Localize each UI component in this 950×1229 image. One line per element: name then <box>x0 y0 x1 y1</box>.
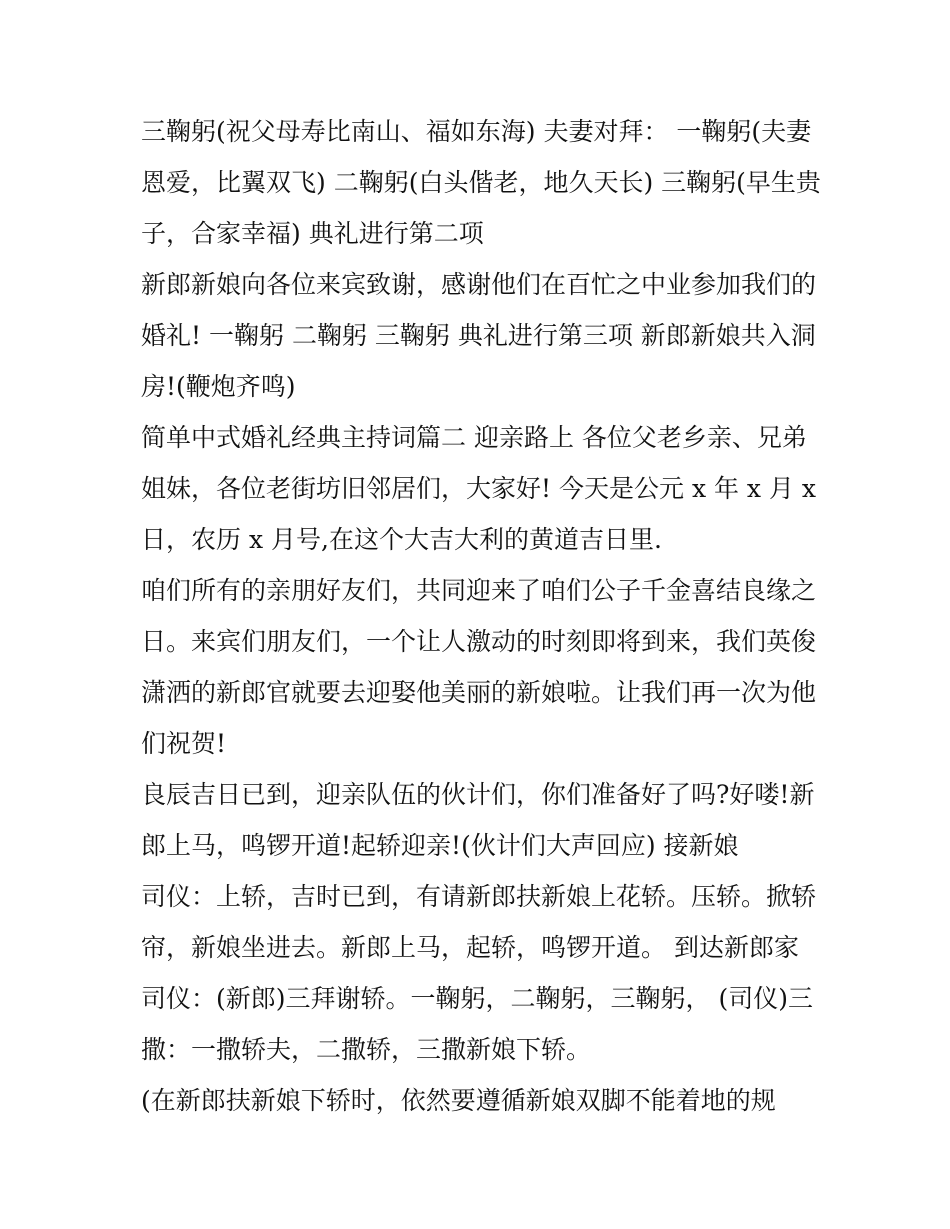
text-line: 咱们所有的亲朋好友们，共同迎来了咱们公子千金喜结良缘之 <box>141 576 817 605</box>
text-line: 新郎新娘向各位来宾致谢，感谢他们在百忙之中业参加我们的 <box>141 270 817 299</box>
text-line: (在新郎扶新娘下轿时，依然要遵循新娘双脚不能着地的规 <box>141 1086 776 1115</box>
text-line: 日，农历 x 月号,在这个大吉大利的黄道吉日里. <box>141 525 662 554</box>
text-line: 简单中式婚礼经典主持词篇二 迎亲路上 各位父老乡亲、兄弟 <box>141 423 807 452</box>
text-line: 三鞠躬(祝父母寿比南山、福如东海) 夫妻对拜： 一鞠躬(夫妻 <box>141 117 812 146</box>
text-line: 姐妹，各位老街坊旧邻居们，大家好! 今天是公元 x 年 x 月 x <box>141 474 817 503</box>
text-line: 潇洒的新郎官就要去迎娶他美丽的新娘啦。让我们再一次为他 <box>141 678 817 707</box>
text-line: 日。来宾们朋友们，一个让人激动的时刻即将到来，我们英俊 <box>141 627 817 656</box>
text-line: 帘，新娘坐进去。新郎上马，起轿，鸣锣开道。 到达新郎家 <box>141 933 799 962</box>
text-line: 司仪：(新郎)三拜谢轿。一鞠躬，二鞠躬，三鞠躬， (司仪)三 <box>141 984 813 1013</box>
text-line: 撒：一撒轿夫，二撒轿，三撒新娘下轿。 <box>141 1035 592 1064</box>
text-line: 郎上马，鸣锣开道!起轿迎亲!(伙计们大声回应) 接新娘 <box>141 831 739 860</box>
text-line: 司仪：上轿，吉时已到，有请新郎扶新娘上花轿。压轿。掀轿 <box>141 882 817 911</box>
text-line: 房!(鞭炮齐鸣) <box>141 372 296 401</box>
text-line: 们祝贺! <box>141 729 227 758</box>
document-body <box>141 106 821 1126</box>
text-line: 良辰吉日已到，迎亲队伍的伙计们，你们准备好了吗?好喽!新 <box>141 780 815 809</box>
text-line: 子，合家幸福) 典礼进行第二项 <box>141 219 484 248</box>
text-line: 婚礼! 一鞠躬 二鞠躬 三鞠躬 典礼进行第三项 新郎新娘共入洞 <box>141 321 816 350</box>
text-line: 恩爱，比翼双飞) 二鞠躬(白头偕老，地久天长) 三鞠躬(早生贵 <box>141 168 821 197</box>
